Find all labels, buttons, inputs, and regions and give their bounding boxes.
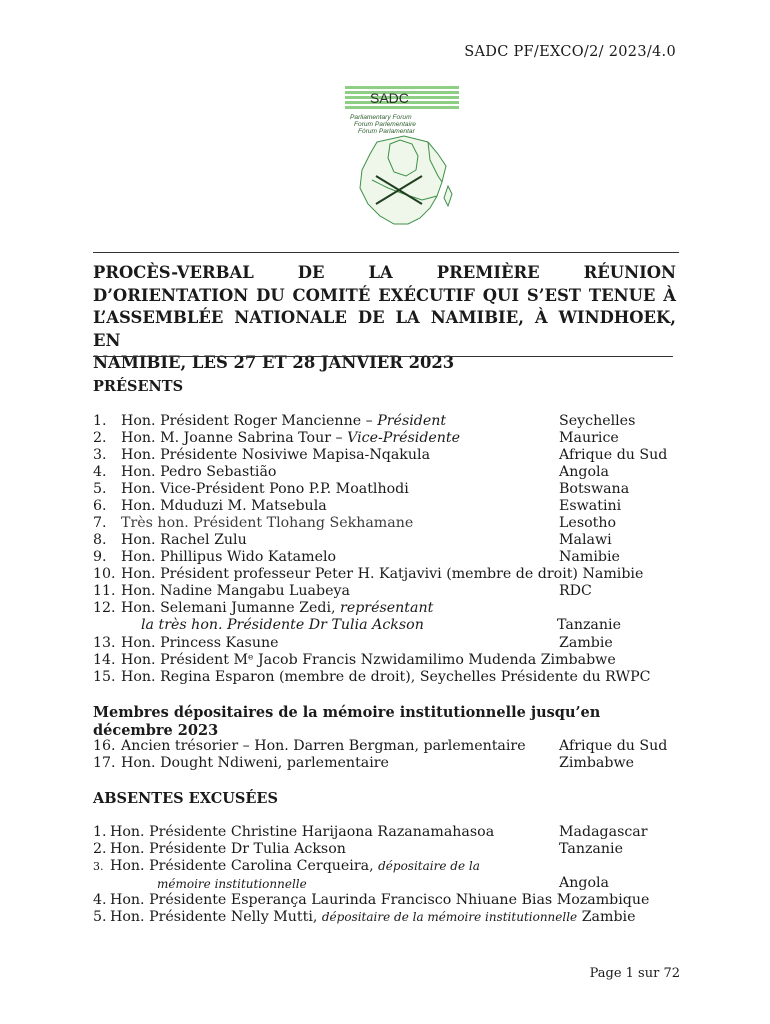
page-title xyxy=(93,262,676,375)
list-item: 15. Hon. Regina Esparon (membre de droit), Seychelles Présidente du RWPC xyxy=(93,669,651,685)
list-item: 12. Hon. Selemani Jumanne Zedi, représentant xyxy=(93,600,434,616)
list-item: 9. Hon. Phillipus Wido Katamelo Namibie xyxy=(93,549,620,565)
list-item: 16. Ancien trésorier – Hon. Darren Bergman, parlementaire Afrique du Sud xyxy=(93,738,668,754)
list-item: la très hon. Présidente Dr Tulia Ackson Tanzanie xyxy=(141,617,621,633)
logo-line-2: Forum Parlementaire xyxy=(354,121,416,128)
list-item: 6. Hon. Mduduzi M. Matsebula Eswatini xyxy=(93,498,622,514)
list-item: 4. Hon. Présidente Esperança Laurinda Francisco Nhiuane Bias Mozambique xyxy=(93,892,650,908)
title-line-4: NAMIBIE, LES 27 ET 28 JANVIER 2023 xyxy=(93,353,455,372)
absent-heading: ABSENTES EXCUSÉES xyxy=(93,790,278,807)
logo-map-icon xyxy=(360,136,452,224)
list-item: 11. Hon. Nadine Mangabu Luabeya RDC xyxy=(93,583,592,599)
page-number: Page 1 sur 72 xyxy=(589,966,680,981)
logo-brand: SADC xyxy=(370,90,409,106)
memory-heading: Membres dépositaires de la mémoire institutionnelle jusqu’en décembre 2023 xyxy=(93,704,601,739)
list-item: 1. Hon. Président Roger Mancienne – Président Seychelles xyxy=(93,413,636,429)
sadc-pf-logo xyxy=(342,84,460,230)
list-item: 3. Hon. Présidente Carolina Cerqueira, dépositaire de la xyxy=(93,858,480,874)
title-line-2: D’ORIENTATION DU COMITÉ EXÉCUTIF QUI S’EST TENUE À xyxy=(93,285,676,305)
list-item: 1. Hon. Présidente Christine Harijaona Razanamahasoa Madagascar xyxy=(93,824,648,840)
list-item: 5. Hon. Vice-Président Pono P.P. Moatlhodi Botswana xyxy=(93,481,630,497)
list-item: 14. Hon. Président Mᵉ Jacob Francis Nzwidamilimo Mudenda Zimbabwe xyxy=(93,652,616,668)
logo-line-1: Parliamentary Forum xyxy=(350,114,412,121)
list-item: 2. Hon. Présidente Dr Tulia Ackson Tanzanie xyxy=(93,841,623,857)
list-item: 3. Hon. Présidente Nosiviwe Mapisa-Nqakula Afrique du Sud xyxy=(93,447,668,463)
logo-line-3: Fórum Parlamentar xyxy=(358,128,415,135)
list-item: 17. Hon. Dought Ndiweni, parlementaire Zimbabwe xyxy=(93,755,635,771)
title-underline xyxy=(93,356,673,357)
list-item: 4. Hon. Pedro Sebastião Angola xyxy=(93,464,610,480)
presents-heading: PRÉSENTS xyxy=(93,378,184,395)
title-line-3: L’ASSEMBLÉE NATIONALE DE LA NAMIBIE, À WINDHOEK, EN xyxy=(93,308,676,350)
list-item: 8. Hon. Rachel Zulu Malawi xyxy=(93,532,612,548)
list-item: 10. Hon. Président professeur Peter H. Katjavivi (membre de droit) Namibie xyxy=(93,566,644,582)
list-item: 2. Hon. M. Joanne Sabrina Tour – Vice-Présidente Maurice xyxy=(93,430,619,446)
list-item: 13. Hon. Princess Kasune Zambie xyxy=(93,635,613,651)
document-reference: SADC PF/EXCO/2/ 2023/4.0 xyxy=(464,44,676,60)
top-rule xyxy=(93,252,679,253)
list-item: mémoire institutionnelle Angola xyxy=(157,875,610,891)
title-line-1: PROCÈS-VERBAL DE LA PREMIÈRE RÉUNION xyxy=(93,263,676,282)
list-item: 5. Hon. Présidente Nelly Mutti, dépositaire de la mémoire institutionnelle Zambie xyxy=(93,909,636,925)
list-item: 7. Très hon. Président Tlohang Sekhamane Lesotho xyxy=(93,515,617,531)
